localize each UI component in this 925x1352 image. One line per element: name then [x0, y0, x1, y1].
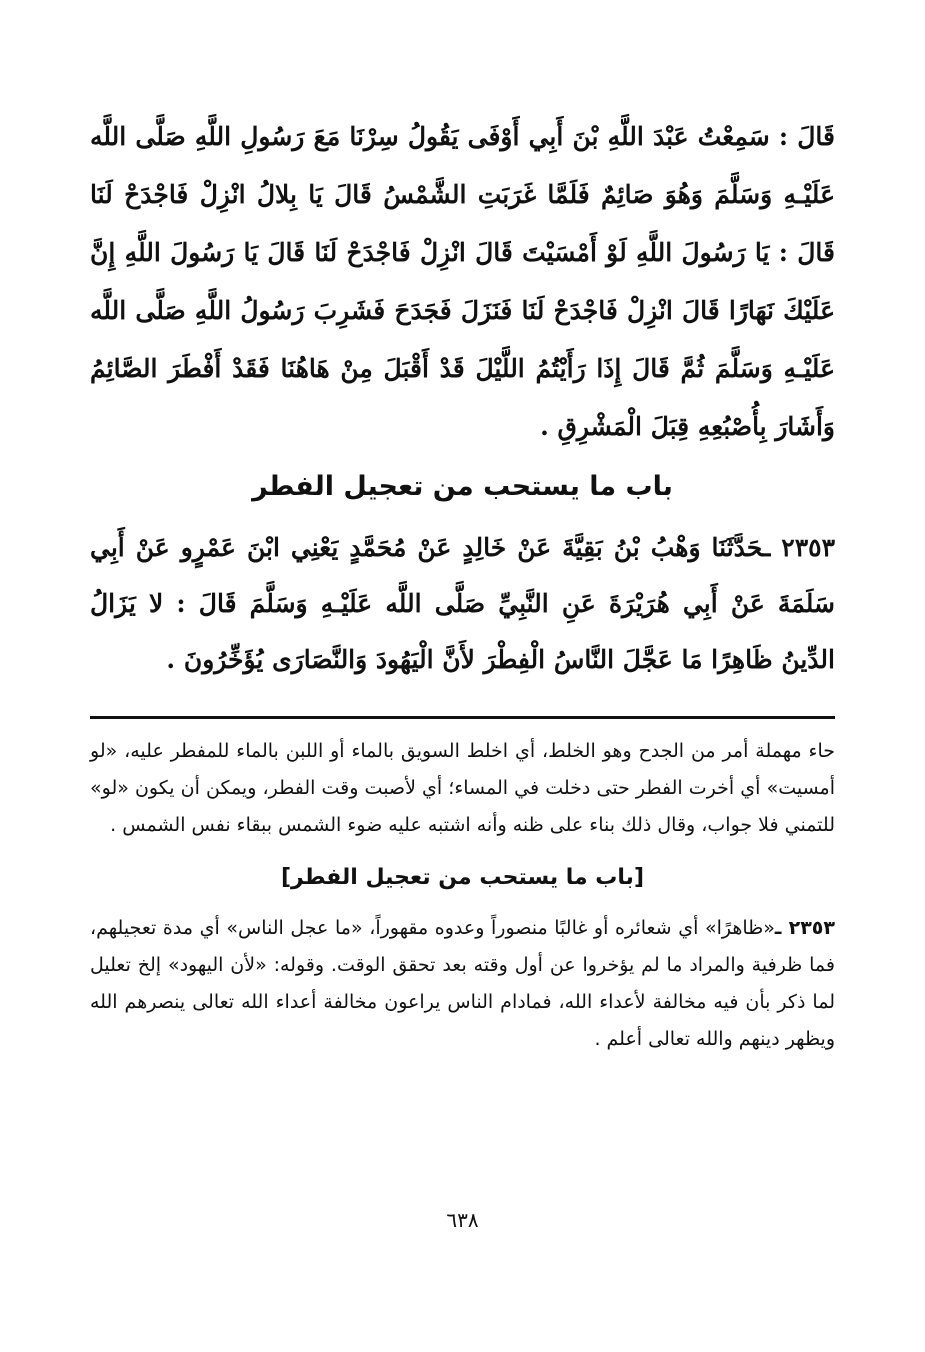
commentary-chapter-heading: [باب ما يستحب من تعجيل الفطر]: [280, 865, 644, 890]
hadith-2353: [90, 520, 835, 688]
page-number: ٦٣٨: [446, 1208, 479, 1232]
commentary-number: ٢٣٥٣ ـ: [774, 917, 835, 939]
commentary-paragraph-2: «ظاهرًا» أي شعائره أو غالبًا منصوراً وعدوه مقهوراً، «ما عجل الناس» أي مدة تعجيلهم، فما ظرفية والمراد ما لم يؤخروا عن أول وقته بعد تحقق الوقت. وقوله: «لأن اليهود» إلخ تعليل لما ذكر بأن فيه مخالفة لأعداء الله، فمادام الناس يراعون مخالفة أعداء الله تعالى ينصرهم الله ويظهر دينهم والله تعالى أعلم .: [90, 917, 835, 1050]
book-page: [90, 108, 835, 1058]
main-hadith-paragraph: قَالَ : سَمِعْتُ عَبْدَ اللَّهِ بْنَ أَبِي أَوْفَى يَقُولُ سِرْنَا مَعَ رَسُولِ اللَّهِ صَلَّى اللَّه عَلَيْـهِ وَسَلَّمَ وَهُوَ صَائِمٌ فَلَمَّا غَرَبَتِ الشَّمْسُ قَالَ يَا بِلالُ انْزِلْ فَاجْدَحْ لَنَا قَالَ : يَا رَسُولَ اللَّهِ لَوْ أَمْسَيْتَ قَالَ انْزِلْ فَاجْدَحْ لَنَا قَالَ يَا رَسُولَ اللَّهِ إِنَّ عَلَيْكَ نَهَارًا قَالَ انْزِلْ فَاجْدَحْ لَنَا فَنَزَلَ فَجَدَحَ فَشَرِبَ رَسُولُ اللَّهِ صَلَّى اللَّه عَلَيْـهِ وَسَلَّمَ ثُمَّ قَالَ إِذَا رَأَيْتُمُ اللَّيْلَ قَدْ أَقْبَلَ مِنْ هَاهُنَا فَقَدْ أَفْطَرَ الصَّائِمُ وَأَشَارَ بِأُصْبُعِهِ قِبَلَ الْمَشْرِقِ .: [90, 122, 835, 441]
hadith-text: حَدَّثَنَا وَهْبُ بْنُ بَقِيَّةَ عَنْ خَالِدٍ عَنْ مُحَمَّدٍ يَعْنِي ابْنَ عَمْرٍو عَنْ أَبِي سَلَمَةَ عَنْ أَبِي هُرَيْرَةَ عَنِ النَّبِيِّ صَلَّى اللَّه عَلَيْـهِ وَسَلَّمَ قَالَ : لا يَزَالُ الدِّينُ ظَاهِرًا مَا عَجَّلَ النَّاسُ الْفِطْرَ لأَنَّ الْيَهُودَ وَالنَّصَارَى يُؤَخِّرُونَ .: [90, 533, 835, 674]
footnote-divider: [90, 716, 835, 719]
commentary-2353: [90, 910, 835, 1058]
hadith-number: ٢٣٥٣ ـ: [762, 533, 835, 562]
chapter-heading: باب ما يستحب من تعجيل الفطر: [252, 471, 673, 502]
commentary-paragraph-1: حاء مهملة أمر من الجدح وهو الخلط، أي اخلط السويق بالماء أو اللبن بالماء للمفطر عليه، «لو أمسيت» أي أخرت الفطر حتى دخلت في المساء؛ أي لأصبت وقت الفطر، ويمكن أن يكون «لو» للتمني فلا جواب، وقال ذلك بناء على ظنه وأنه اشتبه عليه ضوء الشمس ببقاء نفس الشمس .: [90, 740, 835, 836]
